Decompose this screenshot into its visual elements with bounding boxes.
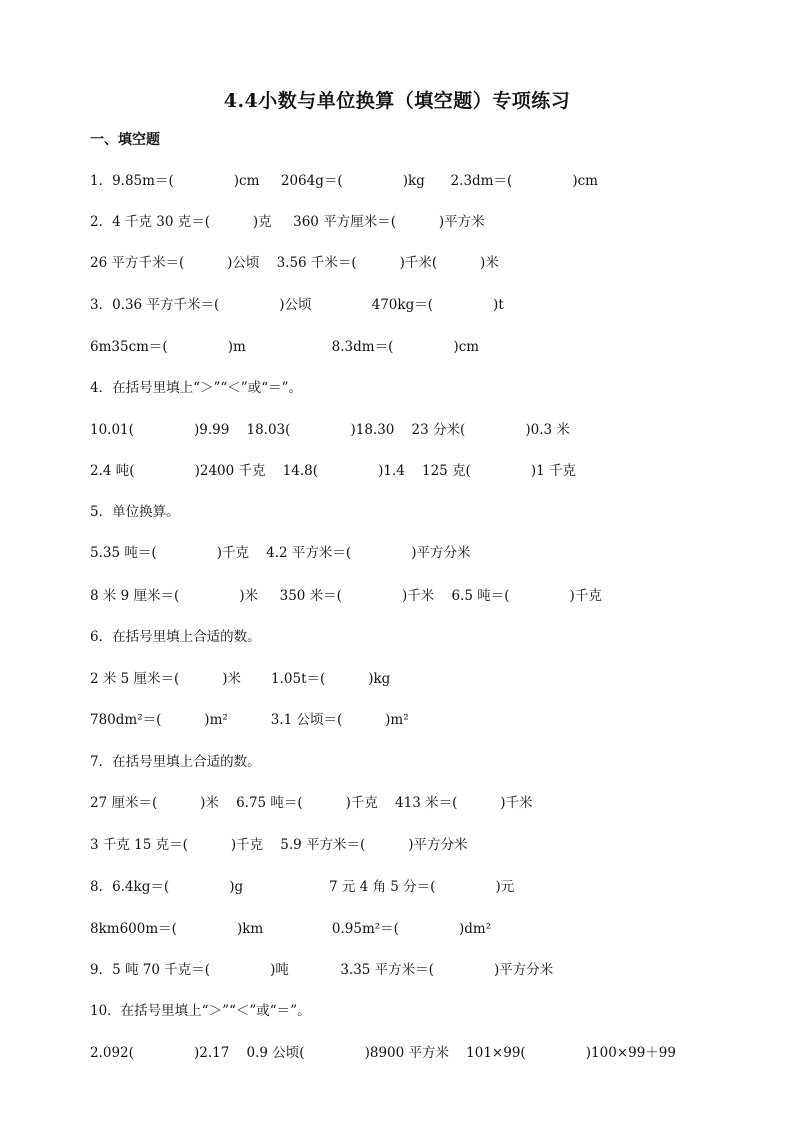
question-line: 6．在括号里填上合适的数。	[90, 629, 261, 645]
question-line: 2.4 吨( )2400 千克 14.8( )1.4 125 克( )1 千克	[90, 463, 577, 479]
question-line: 7．在括号里填上合适的数。	[90, 754, 261, 770]
question-line: 27 厘米＝( )米 6.75 吨＝( )千克 413 米＝( )千米	[90, 795, 533, 811]
question-line: 3．0.36 平方千米＝( )公顷 470kg＝( )t	[90, 297, 504, 313]
question-line: 5．单位换算。	[90, 504, 180, 520]
question-line: 8km600m＝( )km 0.95m²＝( )dm²	[90, 921, 492, 937]
question-line: 2 米 5 厘米＝( )米 1.05t＝( )kg	[90, 671, 391, 687]
question-line: 2．4 千克 30 克＝( )克 360 平方厘米＝( )平方米	[90, 214, 485, 230]
question-line: 9．5 吨 70 千克＝( )吨 3.35 平方米＝( )平方分米	[90, 962, 554, 978]
question-line: 10．在括号里填上“＞”“＜”或“＝”。	[90, 1003, 311, 1019]
page-title: 4.4小数与单位换算（填空题）专项练习	[223, 90, 571, 112]
question-line: 780dm²＝( )m² 3.1 公顷＝( )m²	[90, 712, 409, 728]
question-line: 5.35 吨＝( )千克 4.2 平方米＝( )平方分米	[90, 545, 471, 561]
question-line: 3 千克 15 克＝( )千克 5.9 平方米＝( )平方分米	[90, 837, 468, 853]
question-line: 6m35cm＝( )m 8.3dm＝( )cm	[90, 339, 480, 355]
question-line: 8 米 9 厘米＝( )米 350 米＝( )千米 6.5 吨＝( )千克	[90, 588, 602, 604]
question-line: 8．6.4kg＝( )g 7 元 4 角 5 分＝( )元	[90, 879, 515, 895]
question-line: 26 平方千米＝( )公顷 3.56 千米＝( )千米( )米	[90, 255, 499, 271]
question-line: 2.092( )2.17 0.9 公顷( )8900 平方米 101×99( )100×99＋99	[90, 1045, 676, 1061]
question-line: 1．9.85m＝( )cm 2064g＝( )kg 2.3dm＝( )cm	[90, 173, 598, 189]
section-heading: 一、填空题	[90, 132, 160, 148]
question-line: 4．在括号里填上“＞”“＜”或“＝”。	[90, 380, 302, 396]
question-line: 10.01( )9.99 18.03( )18.30 23 分米( )0.3 米	[90, 422, 570, 438]
